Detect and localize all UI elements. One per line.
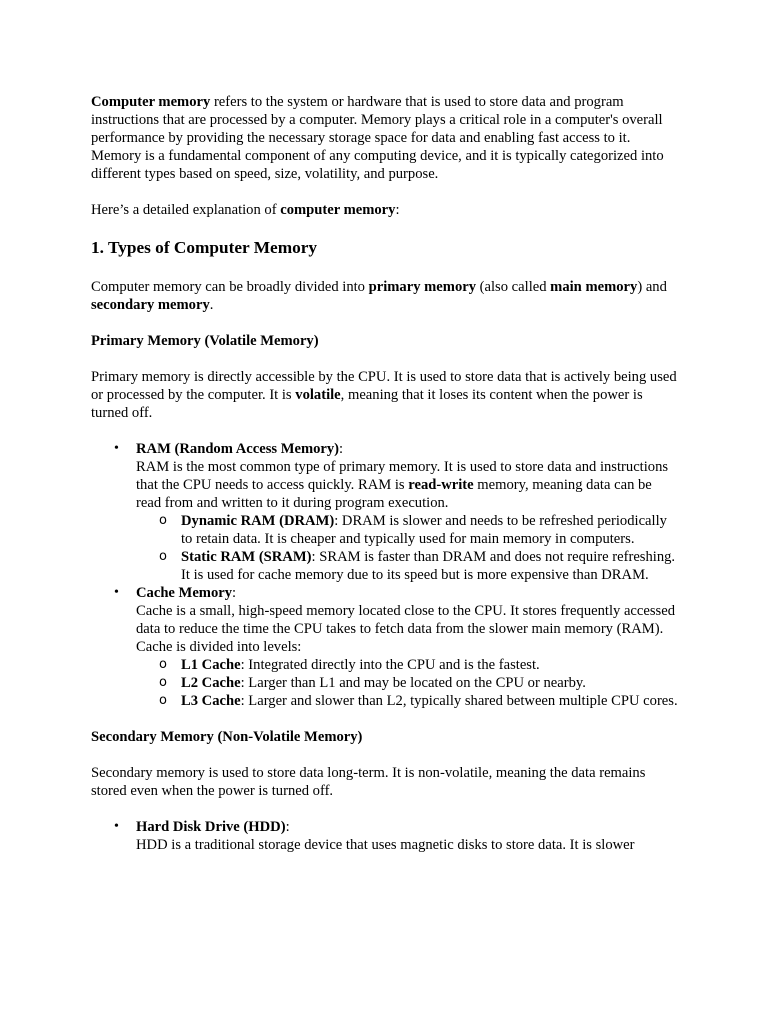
types-text-2: (also called xyxy=(476,279,551,295)
ram-desc-2: memory, meaning data can be read from and written to it during program execution. xyxy=(136,477,652,511)
primary-text-2: , meaning that it loses its content when the power is turned off. xyxy=(91,387,643,421)
primary-bold-volatile: volatile xyxy=(295,387,341,403)
cache-description: Cache is a small, high-speed memory located close to the CPU. It stores frequently accessed data to reduce the time the CPU takes to fetch data from the slower main memory (RAM). Cache is divided into levels: xyxy=(136,603,675,655)
l1-text: : Integrated directly into the CPU and is the fastest. xyxy=(240,657,540,673)
ram-desc-bold: read-write xyxy=(408,477,474,493)
l2-text: : Larger than L1 and may be located on the CPU or nearby. xyxy=(240,675,586,691)
primary-text-1: Primary memory is directly accessible by the CPU. It is used to store data that is actively being used or processed by the computer. It is xyxy=(91,369,677,403)
secondary-paragraph: Secondary memory is used to store data long-term. It is non-volatile, meaning the data remains stored even when the power is turned off. xyxy=(91,765,646,799)
section-heading-types: 1. Types of Computer Memory xyxy=(91,238,318,257)
types-text-4: . xyxy=(209,297,214,313)
explain-post: : xyxy=(395,202,400,218)
types-text-1: Computer memory can be broadly divided into xyxy=(91,279,369,295)
list-item-ram xyxy=(136,440,678,584)
cache-sublist xyxy=(136,656,678,710)
hdd-title: Hard Disk Drive (HDD) xyxy=(136,819,286,835)
primary-memory-heading: Primary Memory (Volatile Memory) xyxy=(91,333,319,349)
intro-text: refers to the system or hardware that is used to store data and program instructions that are processed by a computer. Memory plays a critical role in a computer's overall performance by providing the necessary storage space for data and enabling fast access to it. Memory is a fundamental component of any computing device, and it is typically categorized into different types based on speed, size, volatility, and purpose. xyxy=(91,94,664,182)
ram-desc-1: RAM is the most common type of primary memory. It is used to store data and instructions that the CPU needs to access quickly. RAM is xyxy=(136,459,669,493)
list-item-sram xyxy=(181,548,678,584)
secondary-memory-list xyxy=(91,818,678,854)
list-item-cache xyxy=(136,584,678,710)
list-item-l1-cache xyxy=(181,656,678,674)
secondary-memory-heading: Secondary Memory (Non-Volatile Memory) xyxy=(91,729,363,745)
primary-paragraph xyxy=(91,368,678,422)
ram-colon: : xyxy=(339,441,344,457)
hdd-description: HDD is a traditional storage device that uses magnetic disks to store data. It is slower xyxy=(136,837,635,853)
cache-colon: : xyxy=(232,585,237,601)
l3-text: : Larger and slower than L2, typically shared between multiple CPU cores. xyxy=(240,693,678,709)
dram-text: : DRAM is slower and needs to be refreshed periodically to retain data. It is cheaper and typically used for main memory in computers. xyxy=(181,513,667,547)
intro-term: Computer memory xyxy=(91,94,211,110)
types-bold-main: main memory xyxy=(550,279,638,295)
primary-memory-list xyxy=(91,440,678,710)
types-text-3: ) and xyxy=(637,279,667,295)
l1-title: L1 Cache xyxy=(181,657,241,673)
list-item-hdd xyxy=(136,818,678,854)
sram-title: Static RAM (SRAM) xyxy=(181,549,312,565)
l2-title: L2 Cache xyxy=(181,675,241,691)
ram-description xyxy=(136,458,678,512)
cache-title: Cache Memory xyxy=(136,585,233,601)
ram-title: RAM (Random Access Memory) xyxy=(136,441,340,457)
list-item-l3-cache xyxy=(181,692,678,710)
types-paragraph xyxy=(91,278,678,314)
dram-title: Dynamic RAM (DRAM) xyxy=(181,513,335,529)
types-bold-primary: primary memory xyxy=(368,279,477,295)
list-item-l2-cache xyxy=(181,674,678,692)
ram-sublist xyxy=(136,512,678,584)
l3-title: L3 Cache xyxy=(181,693,241,709)
explain-bold: computer memory xyxy=(280,202,396,218)
explain-paragraph xyxy=(91,201,678,219)
intro-paragraph xyxy=(91,93,678,183)
explain-pre: Here’s a detailed explanation of xyxy=(91,202,281,218)
hdd-colon: : xyxy=(285,819,290,835)
types-bold-secondary: secondary memory xyxy=(91,297,210,313)
list-item-dram xyxy=(181,512,678,548)
sram-text: : SRAM is faster than DRAM and does not require refreshing. It is used for cache memory due to its speed but is more expensive than DRAM. xyxy=(181,549,676,583)
